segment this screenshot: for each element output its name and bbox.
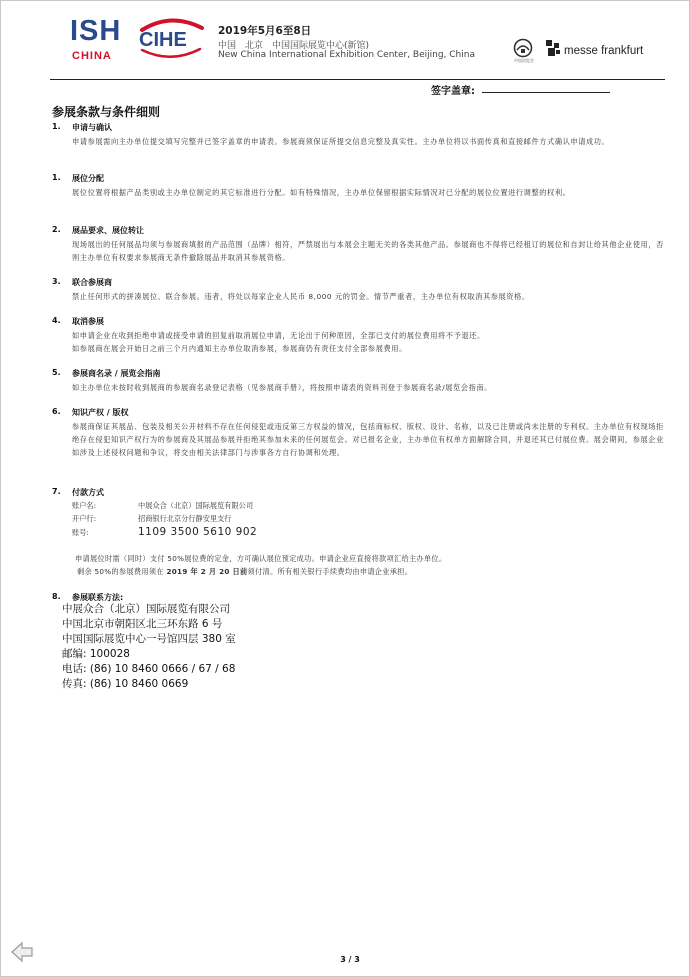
section-body (72, 186, 664, 199)
contact-company: 中展众合（北京）国际展览有限公司 (62, 603, 230, 615)
section-body (72, 135, 664, 148)
section-number: 1. (52, 173, 61, 182)
section-number: 2. (52, 225, 61, 234)
section-paragraph: 申请参展需向主办单位提交填写完整并已签字盖章的申请表。参展商须保证所提交信息完整及真实性。主办单位将以书面传真和直接邮件方式确认申请成功。 (72, 137, 610, 146)
cihe-logo (134, 16, 208, 60)
ish-china-label: CHINA (72, 50, 112, 62)
ish-logo: ISH (70, 15, 122, 47)
bank-row (72, 514, 231, 524)
section-number: 6. (52, 407, 61, 416)
balance-deadline: 2019 年 2 月 20 日前 (166, 567, 248, 576)
section-body (72, 238, 664, 264)
payment-note-balance (77, 565, 667, 578)
section-body (72, 290, 664, 303)
event-date: 2019年5月6至8日 (218, 25, 312, 37)
section-paragraph: 如主办单位未按时收到展商的参展商名录登记表格（见参展商手册），将按照申请表的资料刊登于参展商名录/展览会指南。 (72, 383, 492, 392)
balance-text-pre: 剩余 50%的参展费用须在 (77, 567, 167, 576)
venue-en: New China International Exhibition Center, Beijing, China (218, 50, 475, 60)
section-title: 知识产权 / 版权 (72, 408, 129, 417)
section-body (72, 329, 664, 355)
ccpit-label: 中国贸促会 (514, 58, 534, 63)
messe-frankfurt-text: messe frankfurt (564, 45, 644, 57)
section-paragraph: 如参展商在展会开始日之前三个月内通知主办单位取消参展，参展商仍有责任支付全部参展费用。 (72, 344, 407, 353)
section-paragraph: 如申请企业在收到拒绝申请或接受申请的回复前取消展位申请，无论出于何种原因，全部已支付的展位费用将不予退还。 (72, 331, 485, 340)
section-body (72, 420, 664, 459)
contact-fax: 传真: (86) 10 8460 0669 (62, 678, 189, 690)
header-divider (50, 79, 665, 80)
section-title: 展品要求、展位转让 (72, 226, 144, 235)
account-name-row (72, 501, 253, 511)
section-number: 3. (52, 277, 61, 286)
section-title: 付款方式 (72, 488, 104, 497)
account-name-value: 中展众合（北京）国际展览有限公司 (138, 501, 254, 510)
contact-address: 中国北京市朝阳区北三环东路 6 号 (62, 618, 223, 630)
section-number: 7. (52, 487, 61, 496)
bank-label: 开户行: (72, 514, 96, 523)
section-body (72, 381, 664, 394)
section-paragraph: 禁止任何形式的拼凑展位、联合参展。违者，将处以每家企业人民币 8,000 元的罚金。情节严重者，主办单位有权取消其参展资格。 (72, 292, 530, 301)
section-title: 申请与确认 (72, 123, 112, 132)
balance-text-post: 须付清。所有相关银行手续费均由申请企业承担。 (247, 567, 413, 576)
account-number-label: 账号: (72, 528, 89, 537)
account-number-value: 1109 3500 5610 902 (138, 526, 258, 538)
section-paragraph: 现场展出的任何展品均须与参展商填报的产品范围（品牌）相符，严禁展出与本展会主题无关的各类其他产品。参展商也不得将已经租订的展位和自封让给其他企业使用，否则主办单位有权要求参展商无条件撤除展品并取消其参展资格。 (72, 240, 664, 262)
payment-note-deposit: 申请展位时需（同时）支付 50%展位费的定金，方可确认展位预定成功。申请企业应直接将款项汇给主办单位。 (75, 554, 447, 563)
section-number: 1. (52, 122, 61, 131)
messe-frankfurt-logo-icon (545, 39, 561, 57)
page-number: 3 / 3 (340, 955, 360, 964)
venue-cn: 中国 北京 中国国际展览中心(新馆) (218, 41, 370, 51)
account-number-row (72, 526, 257, 538)
section-title: 展位分配 (72, 174, 104, 183)
signature-line (482, 92, 610, 93)
section-number: 4. (52, 316, 61, 325)
document-title: 参展条款与条件细则 (52, 105, 161, 119)
section-paragraph: 展位位置将根据产品类别或主办单位制定的其它标准进行分配。如有特殊情况，主办单位保留根据实际情况对已分配的展位位置进行调整的权利。 (72, 188, 571, 197)
contact-phone: 电话: (86) 10 8460 0666 / 67 / 68 (62, 663, 236, 675)
signature-label: 签字盖章: (431, 86, 475, 97)
bank-value: 招商银行北京分行静安里支行 (138, 514, 232, 523)
ccpit-logo-icon (513, 38, 533, 58)
account-name-label: 账户名: (72, 501, 96, 510)
section-title: 取消参展 (72, 317, 104, 326)
section-title: 参展联系方法: (72, 593, 124, 602)
section-number: 8. (52, 592, 61, 601)
section-title: 参展商名录 / 展览会指南 (72, 369, 161, 378)
contact-postcode: 邮编: 100028 (62, 648, 130, 660)
section-paragraph: 参展商保证其展品、包装及相关公开材料不存在任何侵犯或违反第三方权益的情况，包括商标权、版权、设计、名称，以及已注册或尚未注册的专利权。主办单位有权现场拒绝存在侵犯知识产权行为的参展商及其展品参展并拒绝其参加未来的任何展览会。对已报名企业，主办单位有权单方面解除合同，并退还其已付展位费。展会期间，参展企业如涉及上述侵权问题和争议，将交由相关法律部门与涉事各方自行协调和处理。 (72, 422, 664, 457)
cihe-text: CIHE (139, 29, 187, 51)
back-arrow-icon[interactable] (10, 941, 34, 963)
contact-venue: 中国国际展览中心一号馆四层 380 室 (62, 633, 236, 645)
section-number: 5. (52, 368, 61, 377)
section-title: 联合参展商 (72, 278, 112, 287)
contact-block (62, 602, 236, 692)
